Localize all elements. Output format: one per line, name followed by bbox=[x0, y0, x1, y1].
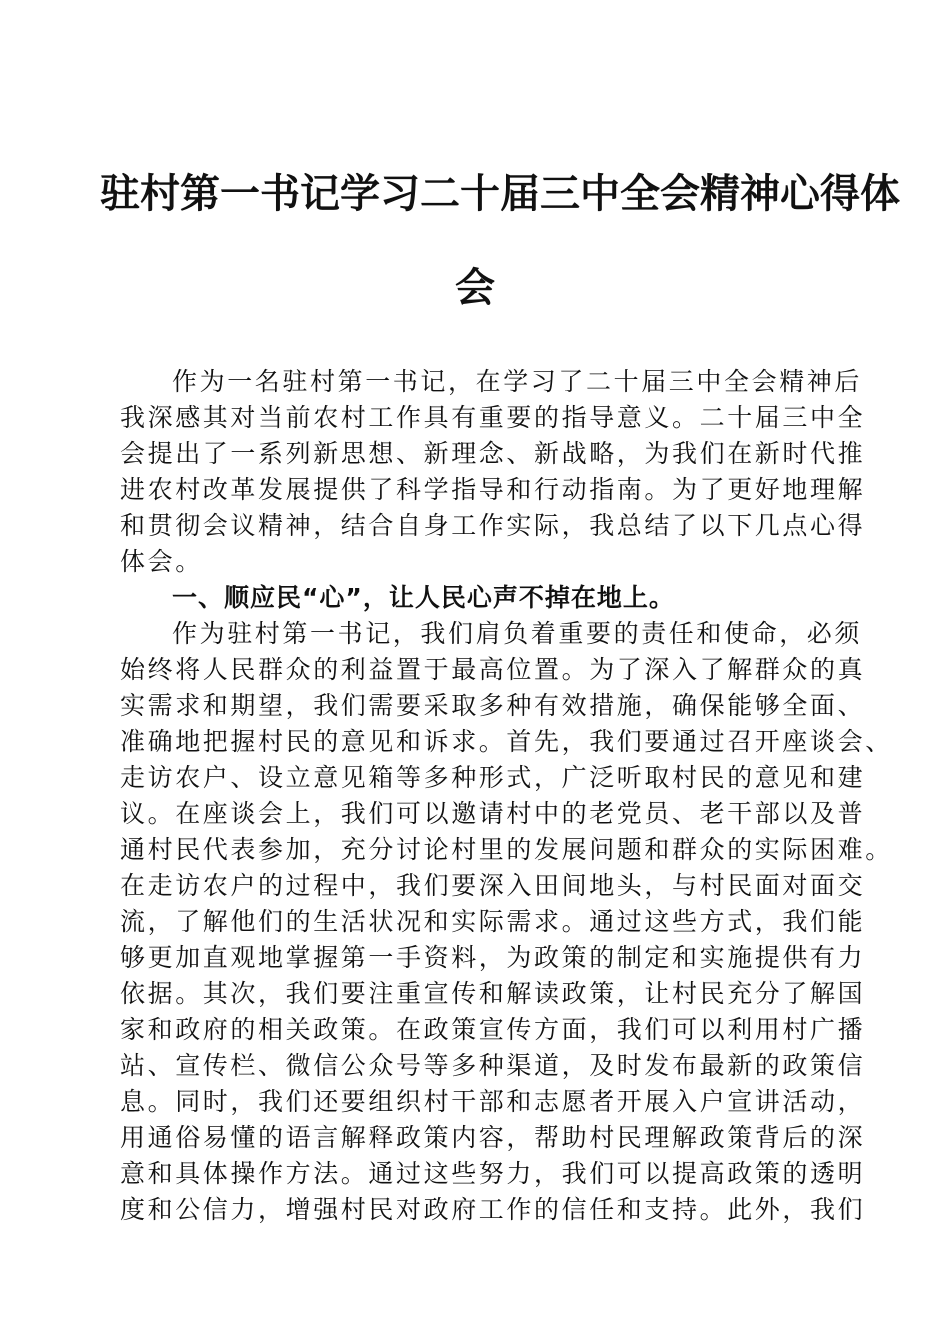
paragraph-line: 流，了解他们的生活状况和实际需求。通过这些方式，我们能 bbox=[120, 907, 866, 936]
paragraph-line: 我深感其对当前农村工作具有重要的指导意义。二十届三中全 bbox=[120, 403, 866, 432]
paragraph-line: 议。在座谈会上，我们可以邀请村中的老党员、老干部以及普 bbox=[120, 799, 866, 828]
paragraph-line: 实需求和期望，我们需要采取多种有效措施，确保能够全面、 bbox=[120, 691, 866, 720]
paragraph-line: 进农村改革发展提供了科学指导和行动指南。为了更好地理解 bbox=[120, 475, 866, 504]
paragraph-line: 走访农户、设立意见箱等多种形式，广泛听取村民的意见和建 bbox=[120, 763, 866, 792]
paragraph-line: 意和具体操作方法。通过这些努力，我们可以提高政策的透明 bbox=[120, 1159, 866, 1188]
paragraph-line: 始终将人民群众的利益置于最高位置。为了深入了解群众的真 bbox=[120, 655, 866, 684]
paragraph-line: 体会。 bbox=[120, 547, 203, 576]
paragraph-line: 家和政府的相关政策。在政策宣传方面，我们可以利用村广播 bbox=[120, 1015, 866, 1044]
paragraph-line: 站、宣传栏、微信公众号等多种渠道，及时发布最新的政策信 bbox=[120, 1051, 866, 1080]
paragraph-line: 够更加直观地掌握第一手资料，为政策的制定和实施提供有力 bbox=[120, 943, 866, 972]
paragraph-line: 用通俗易懂的语言解释政策内容，帮助村民理解政策背后的深 bbox=[120, 1123, 866, 1152]
paragraph-line: 作为一名驻村第一书记，在学习了二十届三中全会精神后 bbox=[172, 367, 863, 396]
paragraph-line: 度和公信力，增强村民对政府工作的信任和支持。此外，我们 bbox=[120, 1195, 866, 1224]
section-heading: 一、顺应民“心”，让人民心声不掉在地上。 bbox=[172, 583, 675, 612]
paragraph-line: 在走访农户的过程中，我们要深入田间地头，与村民面对面交 bbox=[120, 871, 866, 900]
paragraph-line: 和贯彻会议精神，结合自身工作实际，我总结了以下几点心得 bbox=[120, 511, 866, 540]
paragraph-line: 会提出了一系列新思想、新理念、新战略，为我们在新时代推 bbox=[120, 439, 866, 468]
document-title: 驻村第一书记学习二十届三中全会精神心得体 bbox=[100, 170, 900, 217]
paragraph-line: 通村民代表参加，充分讨论村里的发展问题和群众的实际困难。 bbox=[120, 835, 893, 864]
paragraph-line: 依据。其次，我们要注重宣传和解读政策，让村民充分了解国 bbox=[120, 979, 866, 1008]
paragraph-line: 作为驻村第一书记，我们肩负着重要的责任和使命，必须 bbox=[172, 619, 863, 648]
document-title-continued: 会 bbox=[455, 264, 495, 311]
paragraph-line: 准确地把握村民的意见和诉求。首先，我们要通过召开座谈会、 bbox=[120, 727, 893, 756]
paragraph-line: 息。同时，我们还要组织村干部和志愿者开展入户宣讲活动， bbox=[120, 1087, 866, 1116]
